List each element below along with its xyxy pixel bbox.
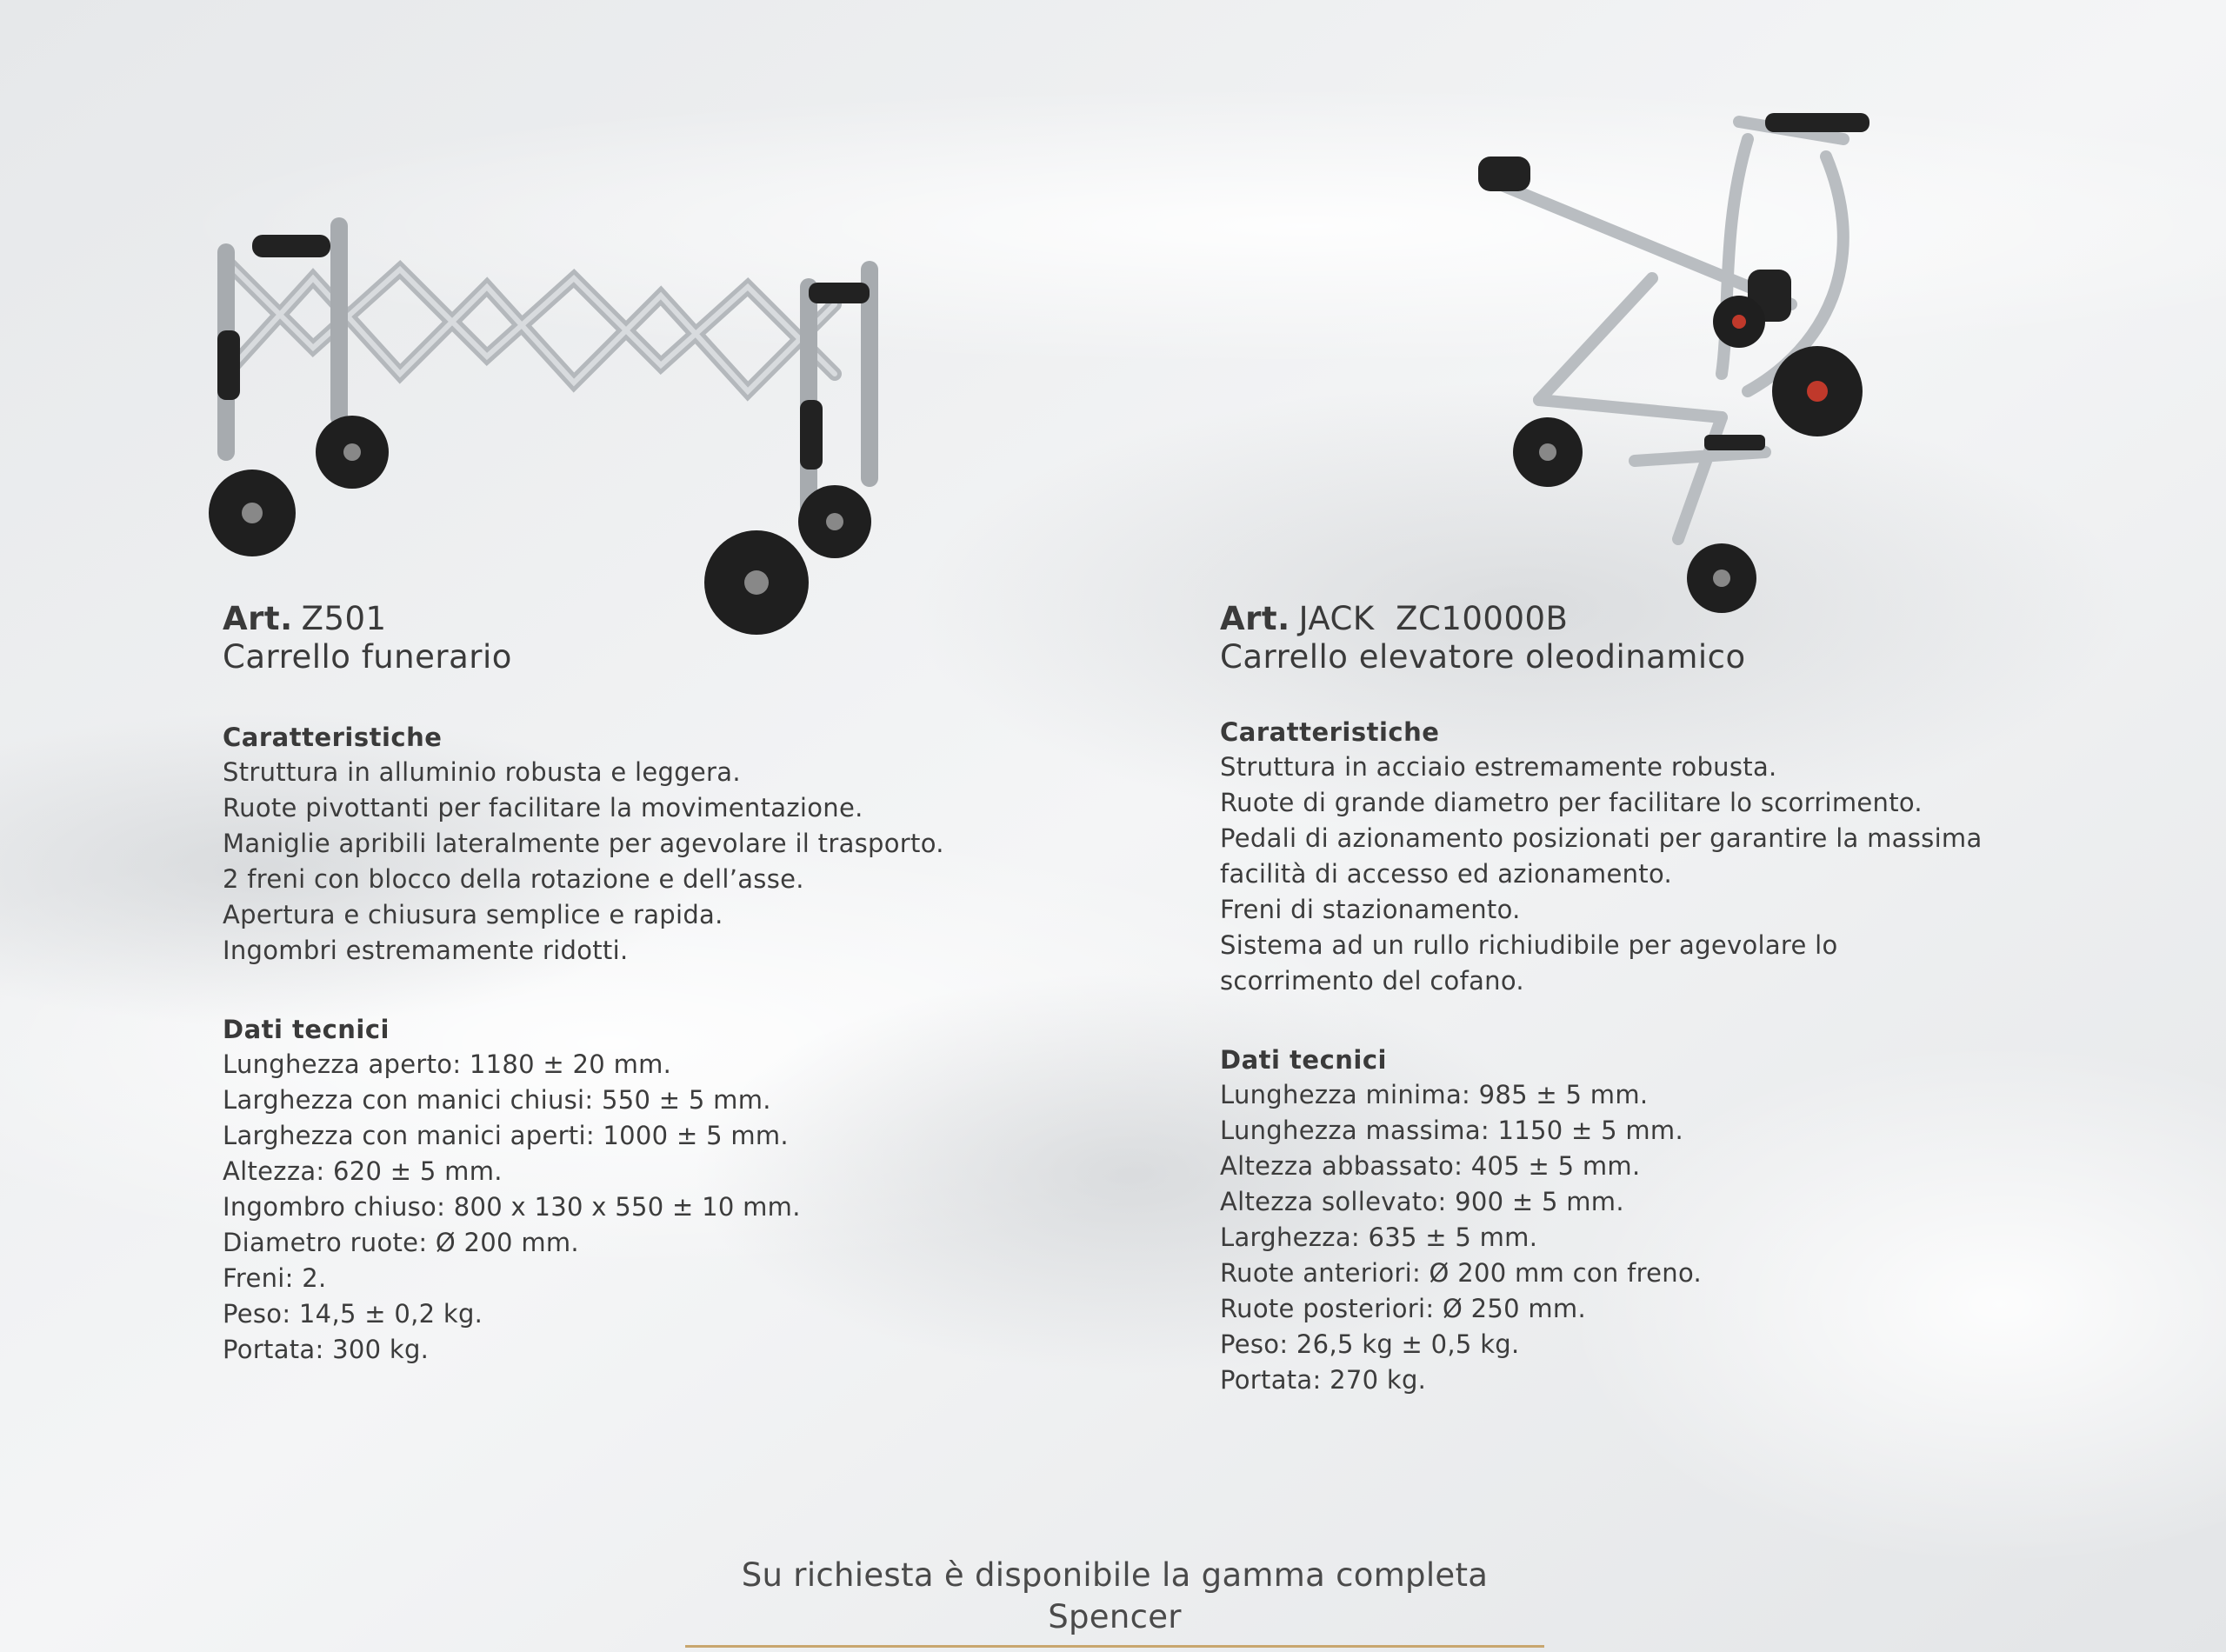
list-item: Portata: 300 kg.: [223, 1335, 430, 1364]
list-item: Ruote pivottanti per facilitare la movimentazione.: [223, 793, 863, 823]
list-item: Altezza sollevato: 900 ± 5 mm.: [1220, 1187, 1624, 1216]
features-list: [1220, 749, 2089, 999]
list-item: Freni: 2.: [223, 1263, 327, 1293]
list-item: Struttura in alluminio robusta e leggera.: [223, 757, 741, 787]
list-item: Sistema ad un rullo richiudibile per agevolare lo: [1220, 930, 1838, 960]
list-item: Peso: 14,5 ± 0,2 kg.: [223, 1299, 483, 1329]
list-item: scorrimento del cofano.: [1220, 966, 1524, 996]
list-item: Ingombro chiuso: 800 x 130 x 550 ± 10 mm.: [223, 1192, 801, 1222]
list-item: Larghezza con manici chiusi: 550 ± 5 mm.: [223, 1085, 771, 1115]
list-item: Altezza abbassato: 405 ± 5 mm.: [1220, 1151, 1641, 1181]
features-heading: Caratteristiche: [1220, 717, 1440, 747]
list-item: Maniglie apribili lateralmente per agevolare il trasporto.: [223, 829, 944, 858]
footer-note: Su richiesta è disponibile la gamma completa Spencer: [685, 1555, 1544, 1648]
product-title: Carrello elevatore oleodinamico: [1220, 638, 1746, 676]
list-item: Ruote posteriori: Ø 250 mm.: [1220, 1294, 1586, 1323]
trolley-z501-image: [174, 200, 939, 652]
product-code-line: [223, 600, 1092, 638]
list-item: Larghezza con manici aperti: 1000 ± 5 mm.: [223, 1121, 789, 1150]
list-item: Struttura in acciaio estremamente robusta.: [1220, 752, 1777, 782]
product-jack-zc10000b: [1220, 600, 2089, 1398]
list-item: Diametro ruote: Ø 200 mm.: [223, 1228, 579, 1257]
list-item: Lunghezza aperto: 1180 ± 20 mm.: [223, 1049, 672, 1079]
list-item: Ruote di grande diametro per facilitare lo scorrimento.: [1220, 788, 1923, 817]
art-label: Art.: [1220, 600, 1290, 637]
list-item: Larghezza: 635 ± 5 mm.: [1220, 1222, 1538, 1252]
list-item: Altezza: 620 ± 5 mm.: [223, 1156, 503, 1186]
list-item: Pedali di azionamento posizionati per garantire la massima: [1220, 823, 1983, 853]
list-item: Lunghezza massima: 1150 ± 5 mm.: [1220, 1116, 1683, 1145]
product-code: Z501: [301, 600, 387, 637]
list-item: Peso: 26,5 kg ± 0,5 kg.: [1220, 1329, 1520, 1359]
art-label: Art.: [223, 600, 293, 637]
list-item: Freni di stazionamento.: [1220, 895, 1521, 924]
specs-heading: Dati tecnici: [1220, 1045, 1387, 1075]
features-heading: Caratteristiche: [223, 723, 443, 752]
specs-list: [1220, 1077, 2089, 1398]
product-z501: [223, 600, 1092, 1368]
list-item: Ruote anteriori: Ø 200 mm con freno.: [1220, 1258, 1703, 1288]
list-item: Portata: 270 kg.: [1220, 1365, 1427, 1395]
list-item: facilità di accesso ed azionamento.: [1220, 859, 1673, 889]
list-item: Lunghezza minima: 985 ± 5 mm.: [1220, 1080, 1649, 1109]
trolley-jack-zc10000b-image: [1461, 87, 1983, 626]
list-item: 2 freni con blocco della rotazione e dell’asse.: [223, 864, 804, 894]
list-item: Apertura e chiusura semplice e rapida.: [223, 900, 723, 929]
product-code-line: [1220, 600, 2089, 638]
list-item: Ingombri estremamente ridotti.: [223, 936, 629, 965]
features-list: [223, 755, 1092, 969]
specs-heading: Dati tecnici: [223, 1015, 390, 1044]
product-code: JACK ZC10000B: [1298, 600, 1569, 637]
product-title: Carrello funerario: [223, 638, 512, 676]
specs-list: [223, 1047, 1092, 1368]
